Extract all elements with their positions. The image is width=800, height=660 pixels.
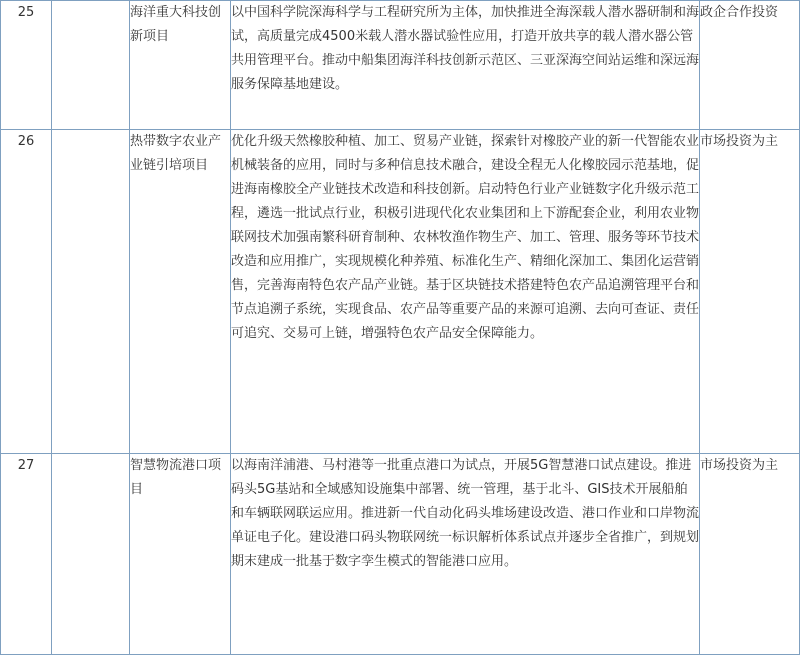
row-number: 25 [1,1,52,130]
project-description: 以中国科学院深海科学与工程研究所为主体，加快推进全海深载人潜水器研制和海试，高质量完成4500米载人潜水器试验性应用，打造开放共享的载人潜水器公管共用管理平台。推动中船集团海洋科技创新示范区、三亚深海空间站运维和深远海服务保障基地建设。 [231,1,700,130]
investment-mode: 政企合作投资 [700,1,800,130]
project-description: 优化升级天然橡胶种植、加工、贸易产业链，探索针对橡胶产业的新一代智能农业机械装备的应用，同时与多种信息技术融合，建设全程无人化橡胶园示范基地，促进海南橡胶全产业链技术改造和科技创新。启动特色行业产业链数字化升级示范工程，遴选一批试点行业，积极引进现代化农业集团和上下游配套企业，利用农业物联网技术加强南繁科研育制种、农林牧渔作物生产、加工、管理、服务等环节技术改造和应用推广，实现规模化种养殖、标准化生产、精细化深加工、集团化运营销售，完善海南特色农产品产业链。基于区块链技术搭建特色农产品追溯管理平台和节点追溯子系统，实现食品、农产品等重要产品的来源可追溯、去向可查证、责任可追究、交易可上链，增强特色农产品安全保障能力。 [231,130,700,454]
table-row [1,1,800,130]
project-name: 海洋重大科技创新项目 [130,1,231,130]
investment-mode: 市场投资为主 [700,454,800,655]
table-row [1,454,800,655]
project-name: 热带数字农业产业链引培项目 [130,130,231,454]
investment-mode: 市场投资为主 [700,130,800,454]
row-number: 26 [1,130,52,454]
blank-cell [52,454,130,655]
project-description: 以海南洋浦港、马村港等一批重点港口为试点，开展5G智慧港口试点建设。推进码头5G基站和全域感知设施集中部署、统一管理，基于北斗、GIS技术开展船舶和车辆联网联运应用。推进新一代自动化码头堆场建设改造、港口作业和口岸物流单证电子化。建设港口码头物联网统一标识解析体系试点并逐步全省推广，到规划期末建成一批基于数字孪生模式的智能港口应用。 [231,454,700,655]
blank-cell [52,130,130,454]
blank-cell [52,1,130,130]
project-name: 智慧物流港口项目 [130,454,231,655]
row-number: 27 [1,454,52,655]
table-row [1,130,800,454]
